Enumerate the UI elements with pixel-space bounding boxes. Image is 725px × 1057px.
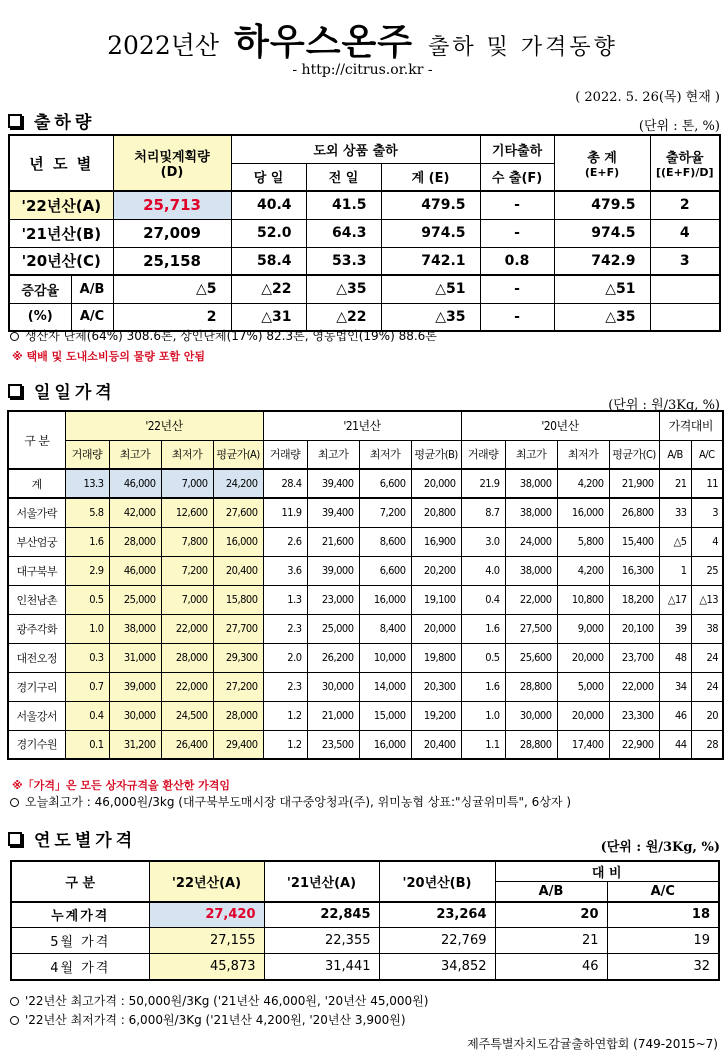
- price-cell: 0.4: [461, 585, 505, 614]
- table-row: [8, 585, 723, 614]
- price-cell: 48: [659, 643, 691, 672]
- price-cell: 38,000: [109, 614, 161, 643]
- title-main: 하우스온주: [234, 22, 414, 63]
- market-name: 부산엄궁: [8, 527, 65, 556]
- price-cell: 21.9: [461, 469, 505, 498]
- price-cell: 34: [659, 672, 691, 701]
- price-cell: 0.5: [65, 585, 109, 614]
- price-cell: 20,200: [411, 556, 461, 585]
- price-cell: 7,000: [161, 585, 213, 614]
- price-cell: 24,500: [161, 701, 213, 730]
- circle-bullet-icon: [10, 997, 19, 1006]
- price-cell: 46: [659, 701, 691, 730]
- price-cell: 39: [659, 614, 691, 643]
- price-cell: 30,000: [109, 701, 161, 730]
- header-export: 수 출(F): [480, 163, 554, 191]
- price-cell: 1.2: [263, 730, 307, 759]
- table-row: 5월 가격 27,155 22,355 22,769 21 19: [11, 928, 719, 954]
- price-cell: 7,800: [161, 527, 213, 556]
- price-cell: 19,100: [411, 585, 461, 614]
- price-cell: 1.6: [461, 672, 505, 701]
- price-cell: 1.6: [461, 614, 505, 643]
- price-cell: 4,200: [557, 556, 609, 585]
- yearly-note-min: '22년산 최저가격 : 6,000원/3Kg ('21년산 4,200원, '20년산 3,900원): [8, 1011, 406, 1028]
- table-row: [8, 701, 723, 730]
- market-name: 계: [8, 469, 65, 498]
- price-cell: 4,200: [557, 469, 609, 498]
- price-cell: 17,400: [557, 730, 609, 759]
- price-cell: 27,200: [213, 672, 263, 701]
- header-plan: 처리및계획량 (D): [113, 135, 231, 191]
- header-ab: A/B: [495, 882, 607, 902]
- price-cell: 39,000: [109, 672, 161, 701]
- price-cell: 28: [691, 730, 723, 759]
- table-row: [8, 672, 723, 701]
- checkbox-square-icon: [8, 114, 22, 128]
- price-cell: 38,000: [505, 556, 557, 585]
- market-name: 경기구리: [8, 672, 65, 701]
- price-cell: 19,800: [411, 643, 461, 672]
- price-cell: 1.3: [263, 585, 307, 614]
- price-cell: 26,400: [161, 730, 213, 759]
- circle-bullet-icon: [10, 798, 19, 807]
- checkbox-square-icon: [8, 832, 22, 846]
- price-cell: 7,000: [161, 469, 213, 498]
- site-url[interactable]: - http://citrus.or.kr -: [292, 62, 433, 78]
- price-cell: 3.6: [263, 556, 307, 585]
- price-cell: 4.0: [461, 556, 505, 585]
- price-cell: 12,600: [161, 498, 213, 527]
- market-name: 인천남촌: [8, 585, 65, 614]
- price-cell: △5: [659, 527, 691, 556]
- section-daily-title: 일일가격: [8, 378, 116, 403]
- subheader-cell: 평균가(C): [609, 440, 659, 469]
- table-row: 4월 가격 45,873 31,441 34,852 46 32: [11, 954, 719, 980]
- price-cell: 27,700: [213, 614, 263, 643]
- page-title: [0, 14, 725, 65]
- table-row: '21년산(B) 27,009 52.0 64.3 974.5 - 974.5 4: [9, 219, 720, 247]
- price-cell: 39,000: [307, 556, 359, 585]
- header-div: 구 분: [11, 861, 149, 902]
- subheader-cell: 평균가(A): [213, 440, 263, 469]
- header-today: 당 일: [231, 163, 306, 191]
- table-row: '20년산(C) 25,158 58.4 53.3 742.1 0.8 742.9 3: [9, 247, 720, 275]
- price-cell: 5,800: [557, 527, 609, 556]
- price-cell: 30,000: [505, 701, 557, 730]
- price-cell: 0.4: [65, 701, 109, 730]
- title-year: 2022년산: [107, 31, 220, 60]
- price-cell: 22,000: [161, 614, 213, 643]
- price-cell: 0.5: [461, 643, 505, 672]
- yearly-price-table: [10, 860, 720, 981]
- shipment-warning: ※ 택배 및 도내소비등의 물량 포함 안됨: [12, 350, 206, 363]
- price-cell: 31,000: [109, 643, 161, 672]
- price-cell: 22,000: [505, 585, 557, 614]
- price-cell: 28,000: [109, 527, 161, 556]
- price-cell: 3.0: [461, 527, 505, 556]
- price-cell: 21,600: [307, 527, 359, 556]
- price-cell: 0.7: [65, 672, 109, 701]
- price-cell: 15,800: [213, 585, 263, 614]
- yearly-note-max: '22년산 최고가격 : 50,000원/3Kg ('21년산 46,000원, '20년산 45,000원): [8, 992, 428, 1009]
- price-cell: 28,800: [505, 672, 557, 701]
- report-date: ( 2022. 5. 26(목) 현재 ): [575, 90, 720, 105]
- price-cell: 25,600: [505, 643, 557, 672]
- price-cell: 6,600: [359, 556, 411, 585]
- price-cell: 28.4: [263, 469, 307, 498]
- market-name: 서울강서: [8, 701, 65, 730]
- price-cell: 1.0: [65, 614, 109, 643]
- market-name: 대전오정: [8, 643, 65, 672]
- price-cell: 42,000: [109, 498, 161, 527]
- price-cell: 0.3: [65, 643, 109, 672]
- header-compare: 가격대비: [659, 411, 723, 440]
- market-name: 대구북부: [8, 556, 65, 585]
- header-21: '21년산(A): [264, 861, 379, 902]
- daily-warning: ※「가격」은 모든 상자규격을 환산한 가격임: [12, 779, 231, 792]
- header-year: 년 도 별: [9, 135, 113, 191]
- price-cell: 1: [659, 556, 691, 585]
- price-cell: 23,000: [307, 585, 359, 614]
- price-cell: 26,800: [609, 498, 659, 527]
- shipment-unit: (단위 : 톤, %): [638, 119, 720, 134]
- price-cell: 25: [691, 556, 723, 585]
- subheader-cell: 거래량: [461, 440, 505, 469]
- price-cell: 21: [659, 469, 691, 498]
- circle-bullet-icon: [10, 332, 19, 341]
- daily-subheader-row: [8, 440, 723, 469]
- header-compare: 대 비: [495, 861, 719, 882]
- price-cell: 14,000: [359, 672, 411, 701]
- price-cell: 5,000: [557, 672, 609, 701]
- price-cell: △17: [659, 585, 691, 614]
- table-row: [8, 614, 723, 643]
- header-y20: '20년산: [461, 411, 659, 440]
- table-row: '22년산(A) 25,713 40.4 41.5 479.5 - 479.5 2: [9, 191, 720, 219]
- price-cell: 38,000: [505, 469, 557, 498]
- price-cell: 8.7: [461, 498, 505, 527]
- title-rest: 출하 및 가격동향: [428, 35, 618, 60]
- price-cell: 26,200: [307, 643, 359, 672]
- price-cell: 16,300: [609, 556, 659, 585]
- circle-bullet-icon: [10, 1016, 19, 1025]
- price-cell: 20,400: [213, 556, 263, 585]
- header-y21: '21년산: [263, 411, 461, 440]
- table-row: [8, 469, 723, 498]
- price-cell: 7,200: [161, 556, 213, 585]
- price-cell: 18,200: [609, 585, 659, 614]
- subheader-cell: 평균가(B): [411, 440, 461, 469]
- table-row: [8, 556, 723, 585]
- price-cell: 10,800: [557, 585, 609, 614]
- price-cell: 1.2: [263, 701, 307, 730]
- price-cell: 13.3: [65, 469, 109, 498]
- price-cell: 16,000: [359, 730, 411, 759]
- price-cell: 20,300: [411, 672, 461, 701]
- price-cell: 11: [691, 469, 723, 498]
- price-cell: △13: [691, 585, 723, 614]
- subheader-cell: 최저가: [161, 440, 213, 469]
- price-cell: 24,000: [505, 527, 557, 556]
- price-cell: 20,000: [411, 469, 461, 498]
- table-row: 누계가격 27,420 22,845 23,264 20 18: [11, 902, 719, 928]
- price-cell: 33: [659, 498, 691, 527]
- price-cell: 39,400: [307, 498, 359, 527]
- price-cell: 2.9: [65, 556, 109, 585]
- subheader-cell: 거래량: [263, 440, 307, 469]
- price-cell: 28,800: [505, 730, 557, 759]
- price-cell: 38,000: [505, 498, 557, 527]
- subheader-cell: A/C: [691, 440, 723, 469]
- price-cell: 20,000: [557, 701, 609, 730]
- price-cell: 46,000: [109, 556, 161, 585]
- price-cell: 5.8: [65, 498, 109, 527]
- header-ac: A/C: [607, 882, 719, 902]
- price-cell: 15,400: [609, 527, 659, 556]
- price-cell: 16,000: [359, 585, 411, 614]
- price-cell: 24,200: [213, 469, 263, 498]
- price-cell: 6,600: [359, 469, 411, 498]
- subheader-cell: 거래량: [65, 440, 109, 469]
- header-20: '20년산(B): [379, 861, 495, 902]
- price-cell: 23,500: [307, 730, 359, 759]
- price-cell: 8,600: [359, 527, 411, 556]
- price-cell: 9,000: [557, 614, 609, 643]
- header-22: '22년산(A): [149, 861, 264, 902]
- price-cell: 7,200: [359, 498, 411, 527]
- header-other: 기타출하: [480, 135, 554, 163]
- price-cell: 46,000: [109, 469, 161, 498]
- price-cell: 1.1: [461, 730, 505, 759]
- header-total: 총 계 (E+F): [554, 135, 650, 191]
- price-cell: 24: [691, 672, 723, 701]
- price-cell: 2.3: [263, 614, 307, 643]
- price-cell: 31,200: [109, 730, 161, 759]
- price-cell: 24: [691, 643, 723, 672]
- shipment-note: 생산자 단체(64%) 308.6톤, 상인단체(17%) 82.3톤, 영농법인(19%) 88.6톤: [8, 327, 437, 344]
- price-cell: 1.6: [65, 527, 109, 556]
- price-cell: 20,000: [411, 614, 461, 643]
- price-cell: 20,100: [609, 614, 659, 643]
- price-cell: 23,700: [609, 643, 659, 672]
- daily-unit: (단위 : 원/3Kg, %): [608, 398, 720, 413]
- price-cell: 20,400: [411, 730, 461, 759]
- price-cell: 28,000: [161, 643, 213, 672]
- price-cell: 29,300: [213, 643, 263, 672]
- subheader-cell: 최저가: [557, 440, 609, 469]
- price-cell: 23,300: [609, 701, 659, 730]
- price-cell: 25,000: [109, 585, 161, 614]
- table-row: (%) A/C 2 △31 △22 △35 - △35: [9, 303, 720, 331]
- price-cell: 20,800: [411, 498, 461, 527]
- shipment-table: [8, 134, 721, 332]
- price-cell: 0.1: [65, 730, 109, 759]
- price-cell: 22,900: [609, 730, 659, 759]
- price-cell: 16,000: [557, 498, 609, 527]
- table-row: [8, 730, 723, 759]
- price-cell: 11.9: [263, 498, 307, 527]
- price-cell: 39,400: [307, 469, 359, 498]
- daily-price-table: [7, 410, 724, 760]
- checkbox-square-icon: [8, 384, 22, 398]
- price-cell: 16,900: [411, 527, 461, 556]
- section-shipment-title: 출하량: [8, 108, 95, 133]
- price-cell: 20,000: [557, 643, 609, 672]
- price-cell: 30,000: [307, 672, 359, 701]
- header-domestic: 도외 상품 출하: [231, 135, 480, 163]
- price-cell: 21,900: [609, 469, 659, 498]
- price-cell: 27,600: [213, 498, 263, 527]
- price-cell: 8,400: [359, 614, 411, 643]
- price-cell: 21,000: [307, 701, 359, 730]
- price-cell: 22,000: [161, 672, 213, 701]
- price-cell: 44: [659, 730, 691, 759]
- header-y22: '22년산: [65, 411, 263, 440]
- price-cell: 29,400: [213, 730, 263, 759]
- price-cell: 10,000: [359, 643, 411, 672]
- subheader-cell: 최저가: [359, 440, 411, 469]
- price-cell: 16,000: [213, 527, 263, 556]
- price-cell: 4: [691, 527, 723, 556]
- market-name: 광주각화: [8, 614, 65, 643]
- yearly-unit: (단위 : 원/3Kg, %): [600, 840, 720, 855]
- subheader-cell: 최고가: [307, 440, 359, 469]
- price-cell: 25,000: [307, 614, 359, 643]
- price-cell: 19,200: [411, 701, 461, 730]
- header-div: 구 분: [8, 411, 65, 469]
- price-cell: 3: [691, 498, 723, 527]
- market-name: 서울가락: [8, 498, 65, 527]
- market-name: 경기수원: [8, 730, 65, 759]
- price-cell: 28,000: [213, 701, 263, 730]
- header-prev: 전 일: [306, 163, 381, 191]
- price-cell: 38: [691, 614, 723, 643]
- table-row: 증감율 A/B △5 △22 △35 △51 - △51: [9, 275, 720, 303]
- footer-org: 제주특별자치도감귤출하연합회 (749-2015~7): [467, 1037, 718, 1051]
- header-sum: 계 (E): [381, 163, 480, 191]
- table-row: [8, 643, 723, 672]
- table-row: [8, 498, 723, 527]
- section-yearly-title: 연도별가격: [8, 826, 136, 851]
- price-cell: 1.0: [461, 701, 505, 730]
- price-cell: 2.3: [263, 672, 307, 701]
- price-cell: 20: [691, 701, 723, 730]
- daily-note: 오늘최고가 : 46,000원/3kg (대구북부도매시장 대구중앙청과(주), 위미농협 상표:"싱귤위미특", 6상자 ): [8, 793, 571, 810]
- price-cell: 15,000: [359, 701, 411, 730]
- price-cell: 2.6: [263, 527, 307, 556]
- subheader-cell: 최고가: [109, 440, 161, 469]
- subheader-cell: 최고가: [505, 440, 557, 469]
- header-rate: 출하율 [(E+F)/D]: [650, 135, 720, 191]
- price-cell: 27,500: [505, 614, 557, 643]
- table-row: [8, 527, 723, 556]
- subheader-cell: A/B: [659, 440, 691, 469]
- price-cell: 2.0: [263, 643, 307, 672]
- price-cell: 22,000: [609, 672, 659, 701]
